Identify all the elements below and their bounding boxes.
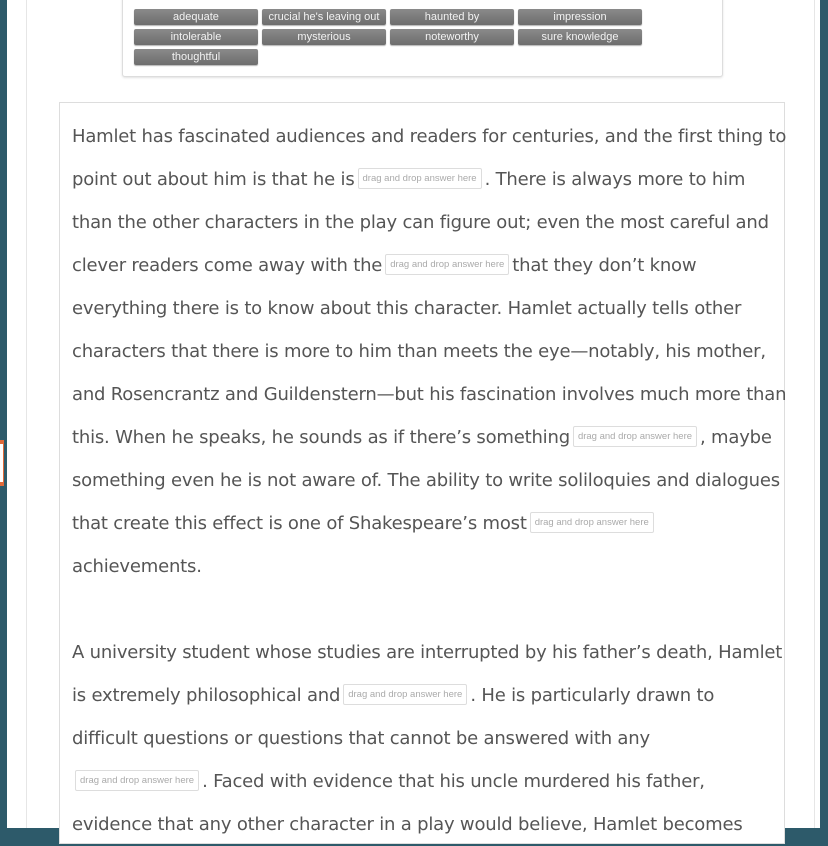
passage-text-segment: something even he is not aware of. The ability to write soliloquies and dialogues — [72, 470, 780, 491]
passage-text-segment: everything there is to know about this character. Hamlet actually tells other — [72, 298, 742, 319]
passage-text — [72, 115, 786, 846]
passage-text-segment: and Rosencrantz and Guildenstern—but his fascination involves much more than — [72, 384, 787, 405]
divider — [814, 0, 815, 828]
answer-drop-zone[interactable]: drag and drop answer here — [573, 426, 697, 447]
passage-line — [72, 287, 786, 330]
passage-text-segment: is extremely philosophical and — [72, 685, 341, 706]
divider — [26, 0, 27, 828]
answer-chip[interactable]: adequate — [134, 9, 258, 25]
answer-chip[interactable]: mysterious — [262, 29, 386, 45]
word-bank — [122, 0, 723, 77]
answer-drop-zone[interactable]: drag and drop answer here — [75, 770, 199, 791]
side-tab[interactable] — [0, 440, 4, 486]
passage-text-segment: point out about him is that he is — [72, 169, 355, 190]
passage-line — [72, 330, 786, 373]
passage-text-segment: , maybe — [700, 427, 772, 448]
passage-text-segment: that they don’t know — [512, 255, 697, 276]
answer-chip[interactable]: intolerable — [134, 29, 258, 45]
passage-text-segment: achievements. — [72, 556, 202, 577]
passage-panel — [59, 102, 785, 844]
passage-line — [72, 674, 786, 717]
passage-line — [72, 545, 786, 588]
passage-line — [72, 717, 786, 760]
passage-text-segment: than the other characters in the play can figure out; even the most careful and — [72, 212, 769, 233]
answer-chip[interactable]: haunted by — [390, 9, 514, 25]
answer-drop-zone[interactable]: drag and drop answer here — [385, 254, 509, 275]
passage-text-segment: Hamlet has fascinated audiences and readers for centuries, and the first thing to — [72, 126, 787, 147]
answer-chip[interactable]: noteworthy — [390, 29, 514, 45]
passage-line — [72, 416, 786, 459]
passage-line — [72, 631, 786, 674]
page — [7, 0, 820, 835]
passage-line — [72, 201, 786, 244]
passage-line — [72, 760, 786, 803]
passage-text-segment: evidence that any other character in a play would believe, Hamlet becomes — [72, 814, 743, 835]
passage-text-segment: characters that there is more to him than meets the eye—notably, his mother, — [72, 341, 766, 362]
passage-line — [72, 459, 786, 502]
passage-text-segment: . There is always more to him — [484, 169, 746, 190]
answer-chip[interactable]: crucial he's leaving out — [262, 9, 386, 25]
passage-text-segment: this. When he speaks, he sounds as if there’s something — [72, 427, 570, 448]
answer-drop-zone[interactable]: drag and drop answer here — [343, 684, 467, 705]
passage-text-segment: . Faced with evidence that his uncle murdered his father, — [202, 771, 705, 792]
passage-line — [72, 803, 786, 846]
passage-text-segment: difficult questions or questions that cannot be answered with any — [72, 728, 650, 749]
passage-line — [72, 115, 786, 158]
word-bank-chips — [134, 9, 642, 65]
passage-line — [72, 158, 786, 201]
passage-line — [72, 244, 786, 287]
passage-text-segment: A university student whose studies are interrupted by his father’s death, Hamlet — [72, 642, 783, 663]
answer-drop-zone[interactable]: drag and drop answer here — [358, 168, 482, 189]
passage-line — [72, 373, 786, 416]
paragraph-gap — [72, 588, 786, 631]
passage-text-segment: . He is particularly drawn to — [470, 685, 715, 706]
passage-text-segment: clever readers come away with the — [72, 255, 383, 276]
answer-chip[interactable]: impression — [518, 9, 642, 25]
answer-chip[interactable]: thoughtful — [134, 49, 258, 65]
passage-line — [72, 502, 786, 545]
answer-chip[interactable]: sure knowledge — [518, 29, 642, 45]
answer-drop-zone[interactable]: drag and drop answer here — [530, 512, 654, 533]
passage-text-segment: that create this effect is one of Shakespeare’s most — [72, 513, 527, 534]
